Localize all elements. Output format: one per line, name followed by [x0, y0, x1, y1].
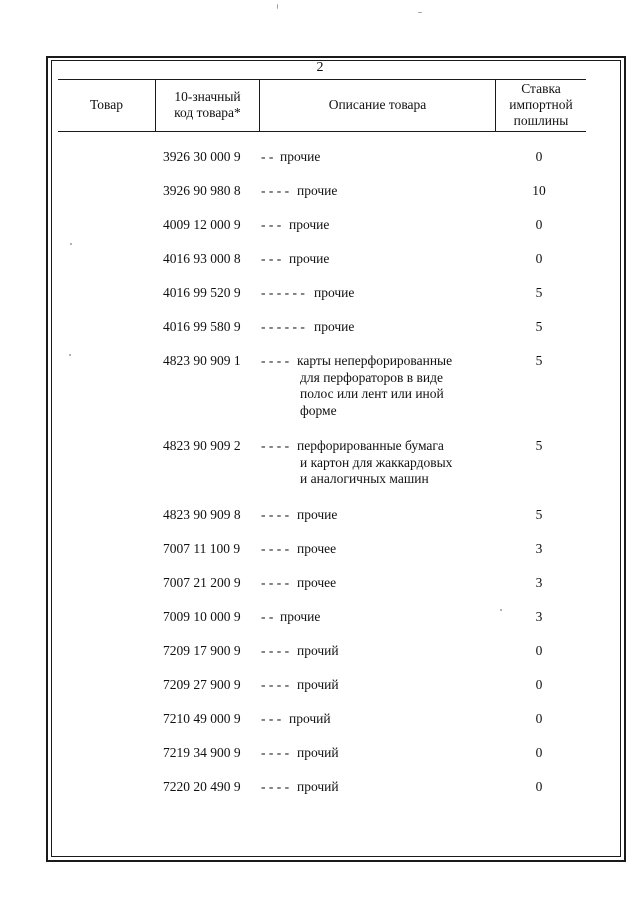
description-line: форме	[300, 402, 337, 418]
product-description	[289, 217, 489, 234]
product-code: 3926 30 000 9	[163, 149, 241, 164]
hierarchy-dashes: - - - - - -	[261, 319, 305, 334]
import-duty-rate: 0	[535, 217, 543, 232]
product-description	[280, 609, 480, 626]
import-duty-rate: 3	[535, 575, 543, 590]
page-number: 2	[316, 60, 324, 75]
scan-speck	[70, 243, 72, 245]
description-line: прочий	[297, 677, 339, 692]
product-code: 4016 99 580 9	[163, 319, 241, 334]
hierarchy-dashes: - -	[261, 609, 274, 624]
header-rate: Ставка импортной пошлины	[509, 81, 573, 128]
import-duty-rate: 5	[535, 285, 543, 300]
import-duty-rate: 5	[535, 353, 543, 368]
scan-speck	[277, 4, 278, 9]
description-line: прочие	[280, 609, 321, 624]
import-duty-rate: 10	[532, 183, 546, 198]
header-rule-bottom	[58, 131, 586, 132]
scan-speck	[500, 609, 502, 611]
hierarchy-dashes: - - - -	[261, 677, 290, 692]
product-code: 4823 90 909 2	[163, 438, 241, 453]
product-code: 7219 34 900 9	[163, 745, 241, 760]
description-line: прочие	[280, 149, 321, 164]
description-line: прочий	[297, 745, 339, 760]
description-line: прочее	[297, 541, 337, 556]
hierarchy-dashes: - - - -	[261, 779, 290, 794]
import-duty-rate: 0	[535, 643, 543, 658]
description-line: прочие	[314, 285, 355, 300]
header-goods: Товар	[90, 97, 123, 112]
product-description	[297, 438, 497, 488]
hierarchy-dashes: - - - - - -	[261, 285, 305, 300]
import-duty-rate: 5	[535, 319, 543, 334]
product-description	[297, 541, 497, 558]
import-duty-rate: 3	[535, 541, 543, 556]
product-code: 7007 11 100 9	[163, 541, 241, 556]
hierarchy-dashes: - - - -	[261, 575, 290, 590]
description-line: прочий	[297, 643, 339, 658]
description-line: прочие	[289, 251, 330, 266]
scan-speck	[69, 354, 71, 356]
description-line: и картон для жаккардовых	[300, 454, 453, 470]
hierarchy-dashes: - - -	[261, 251, 282, 266]
product-description	[314, 285, 514, 302]
description-line: прочие	[314, 319, 355, 334]
product-code: 7007 21 200 9	[163, 575, 241, 590]
product-code: 4823 90 909 1	[163, 353, 241, 368]
product-code: 3926 90 980 8	[163, 183, 241, 198]
product-code: 7009 10 000 9	[163, 609, 241, 624]
product-description	[289, 711, 489, 728]
import-duty-rate: 0	[535, 779, 543, 794]
description-line: прочий	[289, 711, 331, 726]
hierarchy-dashes: - - - -	[261, 438, 290, 453]
product-description	[297, 507, 497, 524]
description-line: прочие	[297, 183, 338, 198]
description-line: прочее	[297, 575, 337, 590]
product-description	[297, 183, 497, 200]
product-description	[297, 643, 497, 660]
description-line: для перфораторов в виде	[300, 369, 443, 385]
description-line: и аналогичных машин	[300, 471, 429, 486]
description-line: прочий	[297, 779, 339, 794]
hierarchy-dashes: - - - -	[261, 183, 290, 198]
hierarchy-dashes: - - - -	[261, 353, 290, 368]
description-line: перфорированные бумага	[297, 438, 444, 453]
import-duty-rate: 0	[535, 711, 543, 726]
import-duty-rate: 5	[535, 507, 543, 522]
product-description	[280, 149, 480, 166]
description-line: прочие	[289, 217, 330, 232]
product-code: 4009 12 000 9	[163, 217, 241, 232]
hierarchy-dashes: - - - -	[261, 507, 290, 522]
import-duty-rate: 0	[535, 149, 543, 164]
import-duty-rate: 3	[535, 609, 543, 624]
hierarchy-dashes: - -	[261, 149, 274, 164]
product-code: 7210 49 000 9	[163, 711, 241, 726]
hierarchy-dashes: - - -	[261, 217, 282, 232]
product-code: 7209 27 900 9	[163, 677, 241, 692]
hierarchy-dashes: - - - -	[261, 643, 290, 658]
product-description	[289, 251, 489, 268]
product-description	[297, 353, 497, 419]
product-description	[314, 319, 514, 336]
scan-speck	[418, 12, 422, 13]
import-duty-rate: 5	[535, 438, 543, 453]
product-code: 4016 99 520 9	[163, 285, 241, 300]
product-description	[297, 575, 497, 592]
import-duty-rate: 0	[535, 745, 543, 760]
product-description	[297, 779, 497, 796]
product-code: 4016 93 000 8	[163, 251, 241, 266]
hierarchy-dashes: - - - -	[261, 541, 290, 556]
product-description	[297, 745, 497, 762]
description-line: прочие	[297, 507, 338, 522]
description-line: карты неперфорированные	[297, 353, 453, 368]
header-description: Описание товара	[328, 97, 427, 112]
description-line: полос или лент или иной	[300, 386, 444, 401]
product-code: 7209 17 900 9	[163, 643, 241, 658]
product-code: 7220 20 490 9	[163, 779, 241, 794]
product-code: 4823 90 909 8	[163, 507, 241, 522]
product-description	[297, 677, 497, 694]
import-duty-rate: 0	[535, 677, 543, 692]
header-code: 10-значный код товара*	[174, 89, 241, 120]
hierarchy-dashes: - - -	[261, 711, 282, 726]
import-duty-rate: 0	[535, 251, 543, 266]
hierarchy-dashes: - - - -	[261, 745, 290, 760]
